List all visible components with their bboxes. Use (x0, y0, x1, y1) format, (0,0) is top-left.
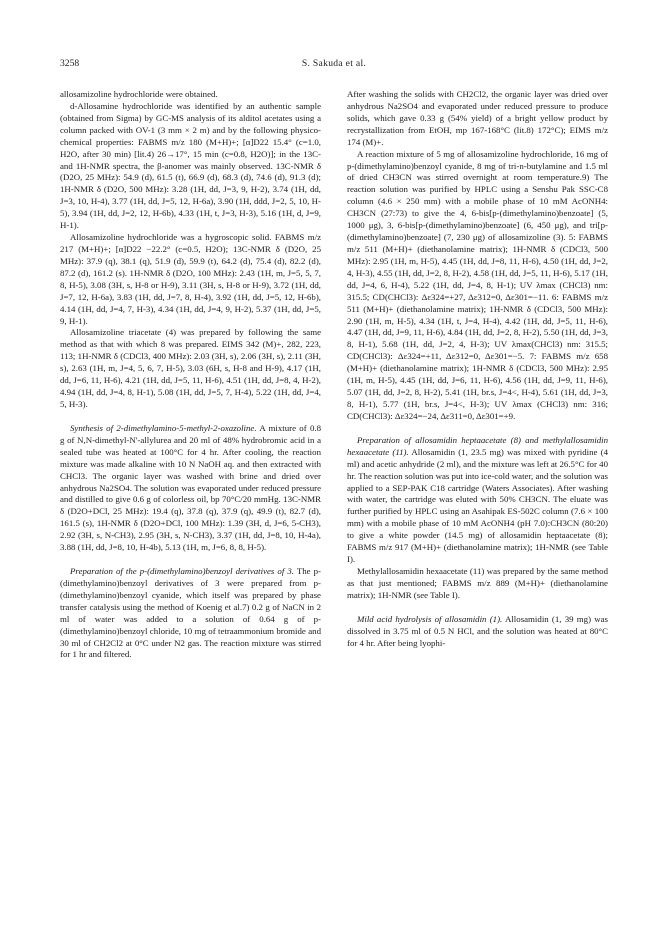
section-heading: Synthesis of 2-dimethylamino-5-methyl-2-oxazoline. (70, 422, 257, 433)
section-heading: Preparation of the p-(dimethylamino)benzoyl derivatives of 3. (70, 566, 294, 577)
running-head: S. Sakuda et al. (301, 58, 367, 69)
paragraph-preparation-heptaacetate: Preparation of allosamidin heptaacetate (8) and methylallosamidin hexaacetate (11). Allosamidin (1, 23.5 mg) was mixed with pyridine (4 ml) and acetic anhydride (2 ml), and the mixture was left at 26.5°C for 40 hr. The reaction solution was put into ice-cold water, and the solution was applied to a SEP-PAK C18 cartridge (Waters Associates). After washing with water, the cartridge was eluted with 50% CH3CN. The eluate was further purified by HPLC using an Asahipak ES-502C column (7.6 × 100 mm) with a mobile phase of 10 mM AcONH4 (pH 7.0):CH3CN (80:20) to give a white powder (14.5 mg) of allosamidin heptaacetate (8); FABMS m/z 917 (M+H)+ (diethanolamine matrix); 1H-NMR (see Table I). (347, 434, 608, 565)
page-header (60, 58, 608, 72)
paragraph-synthesis-oxazoline: Synthesis of 2-dimethylamino-5-methyl-2-oxazoline. A mixture of 0.8 g of N,N-dimethyl-N'-allylurea and 20 ml of 48% hydrobromic acid in a sealed tube was heated at 100°C for 4 hr. After cooling, the reaction mixture was made alkaline with 10 N NaOH aq. and then extracted with CHCl3. The organic layer was washed with brine and dried over anhydrous Na2SO4. The solution was evaporated under reduced pressure and distilled to give 0.6 g of colorless oil, bp 70°C/20 mmHg. 13C-NMR δ (D2O+DCl, 25 MHz): 19.4 (q), 37.8 (q), 37.9 (q), 49.9 (t), 82.7 (d), 161.5 (s), 1H-NMR δ (D2O+DCl, 100 MHz): 1.39 (3H, d, J=6, 5-CH3), 2.92 (3H, s, N-CH3), 2.95 (3H, s, N-CH3), 3.37 (1H, dd, J=8, 10, H-4a), 3.88 (1H, dd, J=8, 10, H-4b), 5.13 (1H, m, J=6, 8, 8, H-5). (60, 422, 322, 553)
paragraph-d-allosamine: d-Allosamine hydrochloride was identified by an authentic sample (obtained from Sigma) by GC-MS analysis of its alditol acetates using a column packed with OV-1 (3 mm × 2 m) and by the following physico-chemical properties: FABMS m/z 180 (M+H)+; [α]D22 15.4° (c=1.0, H2O, after 30 min) [lit.4) 26→17°, 15 min (c=0.8, H2O)]; in the 13C- and 1H-NMR spectra, the β-anomer was mainly observed. 13C-NMR δ (D2O, 25 MHz): 54.9 (d), 61.5 (t), 66.9 (d), 68.3 (d), 74.6 (d), 91.3 (d); 1H-NMR δ (D2O, 500 MHz): 3.28 (1H, dd, J=3, 9, H-2), 3.74 (1H, dd, J=3, 10, H-4), 3.77 (1H, dd, J=5, 12, H-6a), 3.90 (1H, ddd, J=2, 5, 10, H-5), 3.94 (1H, dd, J=2, 12, H-6b), 4.33 (1H, t, J=3, H-3), 5.16 (1H, d, J=9, H-1). (60, 100, 321, 231)
paragraph-reaction-mixture: A reaction mixture of 5 mg of allosamizoline hydrochloride, 16 mg of p-(dimethylamino)benzoyl cyanide, 8 mg of tri-n-butylamine and 1.5 ml of dried CH3CN was stirred overnight at room temperature.9) The reaction solution was purified by HPLC using a Senshu Pak SSC-C8 column (4.6 × 250 mm) with a mobile phase of 10 mM AcONH4: CH3CN (27:73) to give the 4, 6-bis[p-(dimethylamino)benzoate] (5, 1000 μg), 3, 6-bis[p-(dimethylamino)benzoate] (6, 450 μg), and tri[p-(dimethylamino)benzoate] (7, 230 μg) of allosamizoline (3). 5: FABMS m/z 511 (M+H)+ (diethanolamine matrix); 1H-NMR δ (CDCl3, 500 MHz): 2.95 (1H, m, H-5), 4.45 (1H, dd, J=8, 11, H-6), 4.50 (1H, dd, J=2, 4, H-3), 4.55 (1H, dd, J=2, 8, H-2), 4.58 (1H, dd, J=5, 11, H-6), 5.17 (1H, dd, J=4, 6, H-4), 5.22 (1H, dd, J=4, 8, H-1); UV λmax (CHCl3) nm: 315.5; CD(CHCl3): Δε324=+27, Δε312=0, Δε301=−11. 6: FABMS m/z 511 (M+H)+ (diethanolamine matrix); 1H-NMR δ (CDCl3, 500 MHz): 2.90 (1H, m, H-5), 4.34 (1H, t, J=4, H-4), 4.42 (1H, dd, J=5, 11, H-6), 4.47 (1H, dd, J=9, 11, H-6), 4.84 (1H, dd, J=2, 8, H-2), 5.50 (1H, dd, J=3, 8, H-1), 5.68 (1H, dd, J=2, 4, H-3); UV λmax(CHCl3) nm: 315.5; CD(CHCl3): Δε324=+11, Δε312=0, Δε301=−5. 7: FABMS m/z 658 (M+H)+ (diethanolamine matrix); 1H-NMR δ (CDCl3, 500 MHz): 2.95 (1H, m, H-5), 4.45 (1H, dd, J=6, 11, H-6), 4.56 (1H, dd, J=9, 11, H-6), 5.07 (1H, dd, J=2, 8, H-2), 5.41 (1H, br.s, J=4<, H-4), 5.61 (1H, dd, J=3, 8, H-1), 5.77 (1H, br.s, J=4<, H-3); UV λmax (CHCl3) nm: 316; CD(CHCl3): Δε324=−24, Δε311=0, Δε301=+9. (347, 148, 609, 421)
section-heading: Mild acid hydrolysis of allosamidin (1). (357, 613, 503, 624)
paragraph-methylallosamidin: Methylallosamidin hexaacetate (11) was prepared by the same method as that just mentioned; FABMS m/z 889 (M+H)+ (diethanolamine matrix); 1H-NMR (see Table I). (347, 565, 608, 600)
right-column (347, 89, 608, 649)
page-number: 3258 (60, 58, 80, 69)
paragraph-allosamizoline-triacetate: Allosamizoline triacetate (4) was prepared by following the same method as that with which 8 was prepared. EIMS 342 (M)+, 282, 223, 113; 1H-NMR δ (CDCl3, 400 MHz): 2.03 (3H, s), 2.06 (3H, s), 2.11 (3H, s), 2.63 (1H, m, J=4, 5, 6, 7, H-5), 3.03 (6H, s, H-8 and H-9), 4.17 (1H, dd, J=6, 11, H-6), 4.21 (1H, dd, J=5, 11, H-6), 4.51 (1H, dd, J=8, 4, H-2), 4.94 (1H, dd, J=4, 8, H-1), 5.08 (1H, dd, J=5, 7, H-4), 5.22 (1H, dd, J=4, 5, H-3). (60, 327, 321, 409)
paragraph-preparation-benzoyl: Preparation of the p-(dimethylamino)benzoyl derivatives of 3. The p-(dimethylamino)benzoyl derivatives of 3 were prepared from p-(dimethylamino)benzoyl cyanide, which itself was prepared by phase transfer catalysis using the method of Koenig et al.7) 0.2 g of NaCN in 2 ml of water was added to a solution of 0.64 g of p-(dimethylamino)benzoyl chloride, 10 mg of tetraammonium bromide and 30 ml of CH2Cl2 at 0°C under N2 gas. The reaction mixture was stirred for 1 hr and filtered. (60, 566, 321, 660)
paragraph-washing-solids: After washing the solids with CH2Cl2, the organic layer was dried over anhydrous Na2SO4 and evaporated under reduced pressure to produce solids, which gave 0.33 g (54% yield) of a bright yellow product by recrystallization from EtOH, mp 167-168°C (lit.8) 172°C); EIMS m/z 174 (M)+. (347, 89, 608, 147)
section-heading: Preparation of allosamidin heptaacetate (8) and methylallosamidin hexaacetate (11). (347, 434, 608, 457)
paragraph-allosamizoline-hcl: Allosamizoline hydrochloride was a hygroscopic solid. FABMS m/z 217 (M+H)+; [α]D22 −22.2° (c=0.5, H2O); 13C-NMR δ (D2O, 25 MHz): 37.9 (q), 38.1 (q), 51.9 (d), 59.9 (t), 64.2 (d), 75.4 (d), 82.2 (d), 87.2 (d), 161.2 (s). 1H-NMR δ (D2O, 100 MHz): 2.43 (1H, m, J=5, 5, 7, 8, H-5), 3.08 (3H, s, H-8 or H-9), 3.11 (3H, s, H-8 or H-9), 3.72 (1H, dd, J=7, 12, H-6a), 3.83 (1H, dd, J=7, 8, H-4), 3.92 (1H, dd, J=5, 12, H-6b), 4.14 (1H, dd, J=4, 7, H-3), 4.34 (1H, dd, J=4, 9, H-2), 5.37 (1H, dd, J=5, 9, H-1). (60, 232, 321, 326)
paragraph-results-end: allosamizoline hydrochloride were obtained. (60, 89, 218, 99)
paragraph-mild-acid-hydrolysis: Mild acid hydrolysis of allosamidin (1). Allosamidin (1, 39 mg) was dissolved in 3.75 ml of 0.5 N HCl, and the solution was heated at 80°C for 4 hr. After being lyophi- (347, 613, 608, 648)
left-column (60, 89, 321, 661)
